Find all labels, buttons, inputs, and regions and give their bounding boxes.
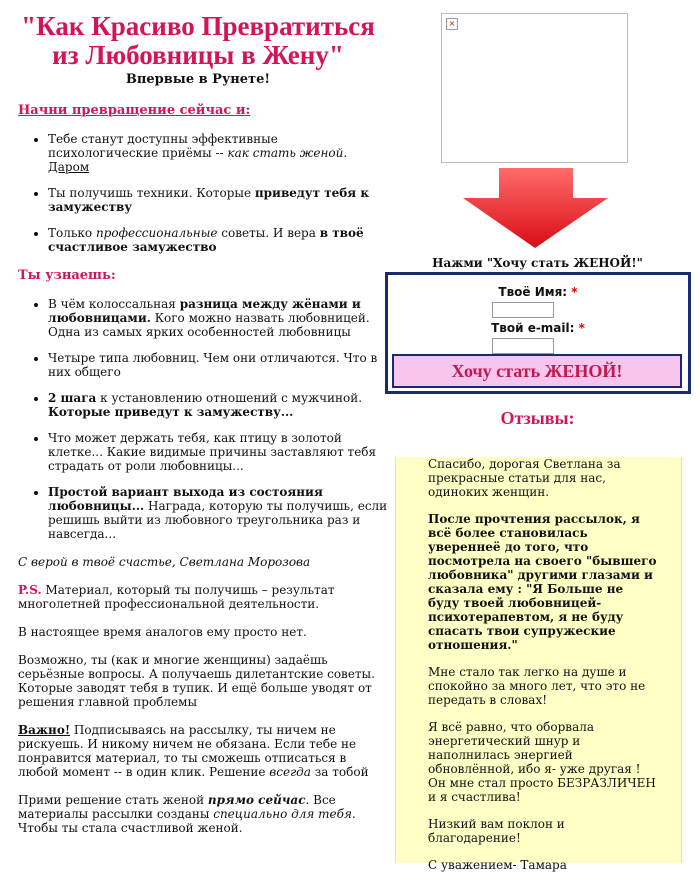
- name-label: Твоё Имя: *: [498, 285, 578, 299]
- list-item: • Что может держать тебя, как птицу в золотой клетке... Какие видимые причины заставляют тебя страдать от роли любовницы...: [48, 431, 388, 473]
- review-paragraph: Низкий вам поклон и благодарение!: [428, 817, 565, 845]
- page-subtitle: Впервые в Рунете!: [125, 72, 271, 87]
- review-paragraph: Мне стало так легко на душе и спокойно за много лет, что это не передать в словах!: [428, 665, 646, 707]
- name-input[interactable]: [492, 302, 554, 318]
- review-paragraph: После прочтения рассылок, я всё более становилась увереннеё до того, что посмотрела на своего "бывшего любовника" другими глазами и сказала ему : "Я Больше не буду твоей любовницей- психотерапевтом, я не буду спасать твои супружеские отношения.": [428, 512, 657, 652]
- ps-paragraph: P.S. Материал, который ты получишь – результат многолетней профессиональной деятельности.: [18, 583, 335, 611]
- free-link[interactable]: Даром: [48, 160, 90, 174]
- review-paragraph: Спасибо, дорогая Светлана за прекрасные статьи для нас, одиноких женщин.: [428, 457, 621, 499]
- broken-image-icon: ×: [446, 18, 458, 30]
- broken-image: [441, 13, 628, 163]
- list-item: • Тебе станут доступны эффективные психологические приёмы -- как стать женой. Даром: [48, 132, 388, 174]
- list-item: • В чём колоссальная разница между жёнами и любовницами. Кого можно назвать любовницей. Одна из самых ярких особенностей любовницы: [48, 297, 388, 339]
- cta-hint: Нажми "Хочу стать ЖЕНОЙ!": [432, 256, 643, 270]
- paragraph: В настоящее время аналогов ему просто нет.: [18, 625, 307, 639]
- review-box: [395, 457, 682, 872]
- author-signature: С верой в твоё счастье, Светлана Морозова: [18, 555, 311, 569]
- submit-button[interactable]: Хочу стать ЖЕНОЙ!: [392, 354, 682, 388]
- paragraph: Возможно, ты (как и многие женщины) задаёшь серьёзные вопросы. А получаешь дилетантские советы. Которые заводят тебя в тупик. И ещё больше уводят от решения главной проблемы: [18, 653, 375, 709]
- page-title: "Как Красиво Превратиться из Любовницы в Жену": [21, 11, 375, 70]
- list-item: • Ты получишь техники. Которые приведут тебя к замужеству: [48, 186, 388, 214]
- benefits-list: [18, 132, 388, 254]
- list-item: • Простой вариант выхода из состояния любовницы... Награда, которую ты получишь, если решишь выйти из любовного треугольника раз и навсегда...: [48, 485, 388, 541]
- list-item: • Только профессиональные советы. И вера в твоё счастливое замужество: [48, 226, 388, 254]
- down-arrow-icon: [463, 168, 608, 248]
- reviews-title: Отзывы:: [500, 408, 575, 428]
- signup-form: [385, 272, 691, 394]
- email-label: Твой e-mail: *: [491, 321, 585, 335]
- section-heading-learn: Ты узнаешь:: [18, 268, 116, 283]
- list-item: • 2 шага к установлению отношений с мужчиной. Которые приведут к замужеству...: [48, 391, 388, 419]
- important-paragraph: Важно! Подписываясь на рассылку, ты ничем не рискуешь. И никому ничем не обязана. Если тебе не понравится материал, то ты сможешь отписаться в любой момент -- в один клик. Решение всегда за тобой: [18, 723, 369, 779]
- learn-list: [18, 297, 388, 541]
- paragraph: Прими решение стать женой прямо сейчас. Все материалы рассылки созданы специально для тебя. Чтобы ты стала счастливой женой.: [18, 793, 356, 835]
- main-content: [18, 12, 388, 849]
- review-paragraph: С уважением- Тамара: [428, 858, 567, 872]
- list-item: • Четыре типа любовниц. Чем они отличаются. Что в них общего: [48, 351, 388, 379]
- review-paragraph: Я всё равно, что оборвала энергетический шнур и наполнилась энергией обновлённой, ибо я- уже другая !Он мне стал просто БЕЗРАЗЛИЧЕН и я счастлива!: [428, 720, 656, 804]
- section-heading-start: Начни превращение сейчас и:: [18, 103, 251, 118]
- email-input[interactable]: [492, 338, 554, 354]
